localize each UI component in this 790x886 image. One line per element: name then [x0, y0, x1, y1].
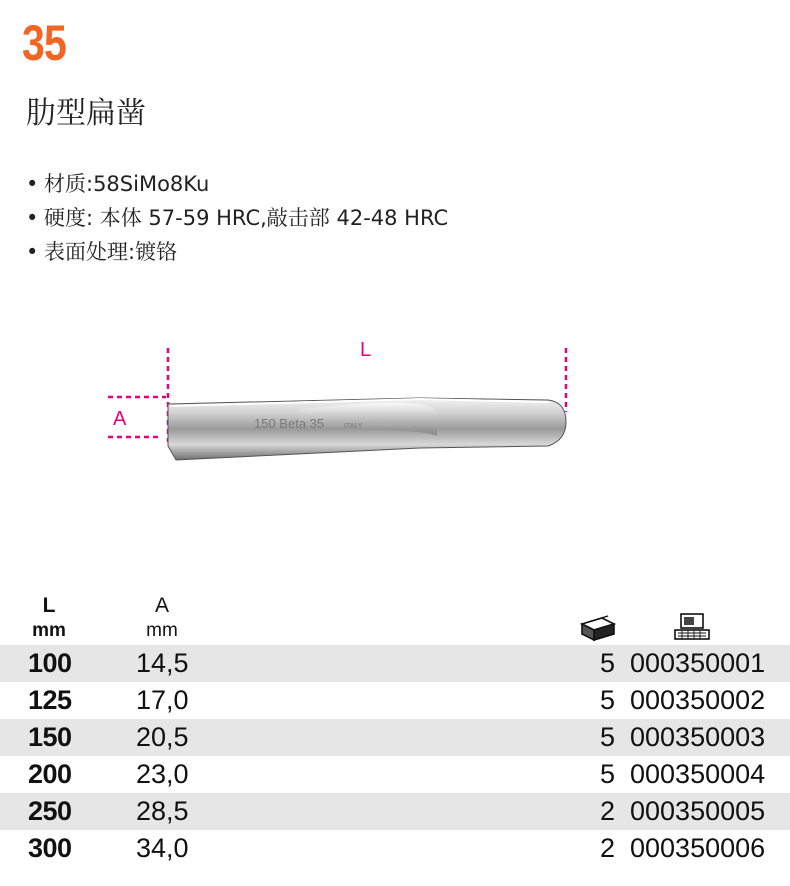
- cell-length: 150: [28, 722, 72, 752]
- cell-length: 125: [28, 685, 72, 715]
- cell-code: 000350005: [630, 796, 766, 826]
- header-l: [28, 594, 70, 642]
- cell-qty: 2: [600, 796, 616, 826]
- bullet-icon: •: [26, 172, 39, 196]
- spec-item: [26, 235, 448, 269]
- cell-qty: 2: [600, 833, 616, 863]
- box-icon: [578, 614, 618, 642]
- cell-a: 23,0: [136, 759, 189, 789]
- cell-a: 34,0: [136, 833, 189, 863]
- chisel-drawing: [0, 330, 790, 480]
- bullet-icon: •: [26, 240, 39, 264]
- bullet-icon: •: [26, 206, 39, 230]
- computer-icon: [672, 612, 712, 642]
- table-row: [0, 793, 790, 830]
- cell-length: 100: [28, 648, 72, 678]
- spec-item: [26, 201, 448, 235]
- header-l-unit: mm: [32, 620, 66, 641]
- cell-length: 250: [28, 796, 72, 826]
- header-l-label: L: [42, 594, 56, 617]
- cell-code: 000350001: [630, 648, 766, 678]
- cell-length: 200: [28, 759, 72, 789]
- cell-a: 20,5: [136, 722, 189, 752]
- dim-label-a: A: [113, 408, 127, 430]
- cell-code: 000350004: [630, 759, 766, 789]
- chisel-engraving-small: ITALY: [344, 423, 363, 430]
- product-code: 35: [22, 15, 66, 71]
- table-row: [0, 756, 790, 793]
- table-row: [0, 645, 790, 682]
- header-a: [140, 594, 184, 642]
- cell-code: 000350003: [630, 722, 766, 752]
- header-a-label: A: [154, 594, 169, 617]
- cell-a: 17,0: [136, 685, 189, 715]
- spec-item: [26, 167, 448, 201]
- cell-length: 300: [28, 833, 72, 863]
- cell-qty: 5: [600, 759, 616, 789]
- table-row: [0, 719, 790, 756]
- spec-text: 材质:58SiMo8Ku: [44, 172, 210, 196]
- header-a-unit: mm: [146, 620, 178, 641]
- chisel-engraving: 150 Beta 35: [254, 416, 325, 431]
- dim-label-l: L: [360, 339, 372, 361]
- cell-code: 000350006: [630, 833, 766, 863]
- cell-a: 14,5: [136, 648, 189, 678]
- spec-text: 表面处理:镀铬: [44, 240, 178, 264]
- cell-qty: 5: [600, 722, 616, 752]
- spec-text: 硬度: 本体 57-59 HRC,敲击部 42-48 HRC: [44, 206, 449, 230]
- cell-qty: 5: [600, 685, 616, 715]
- product-title: 肋型扁凿: [26, 96, 146, 131]
- cell-a: 28,5: [136, 796, 189, 826]
- cell-qty: 5: [600, 648, 616, 678]
- cell-code: 000350002: [630, 685, 766, 715]
- spec-list: [26, 167, 448, 269]
- table-row: [0, 830, 790, 867]
- table-row: [0, 682, 790, 719]
